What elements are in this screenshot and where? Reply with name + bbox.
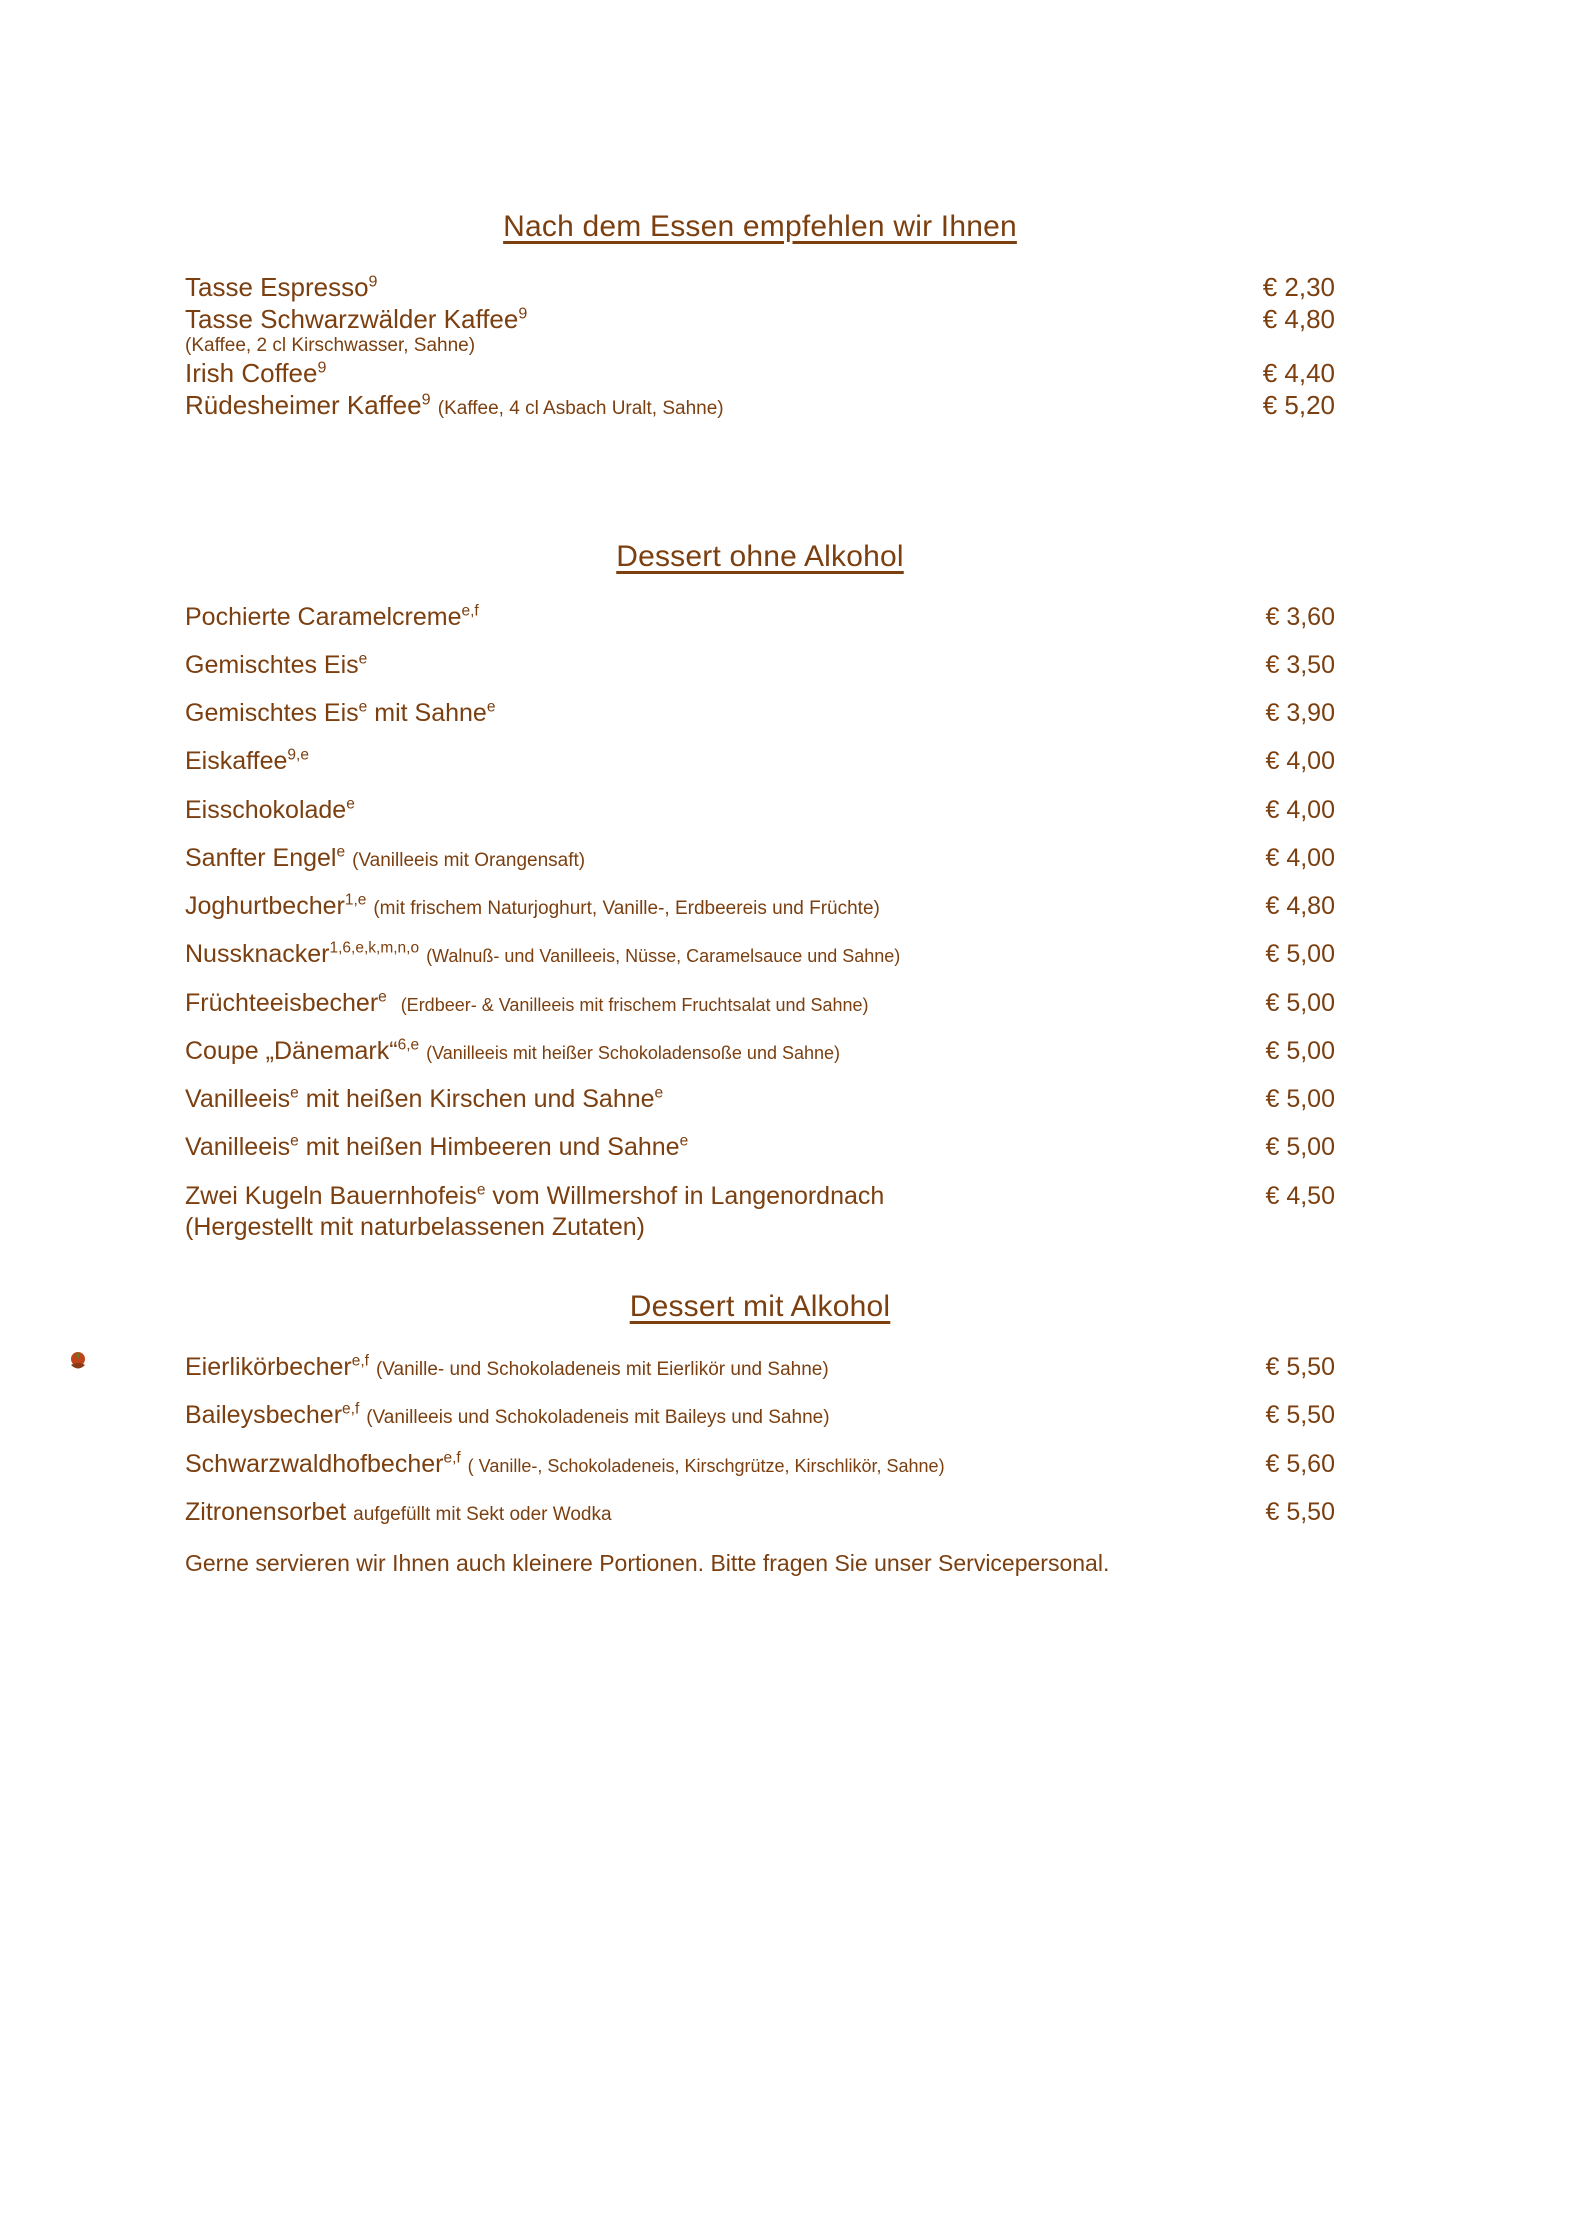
spacer [185, 1260, 1335, 1290]
item-name: Gemischtes Eis$^e$ mit Sahne$^e$ [185, 698, 496, 728]
item-price: € 4,80 [1265, 892, 1335, 921]
item-name: Tasse Schwarzwälder Kaffee$^9$ [185, 303, 528, 334]
menu-row [185, 891, 1335, 922]
item-price: € 4,00 [1265, 795, 1335, 824]
menu-row [185, 795, 1335, 826]
section-dessert-ohne-alkohol [185, 540, 1335, 1244]
spacer [185, 422, 1335, 540]
item-price: € 4,00 [1265, 843, 1335, 872]
menu-row [185, 843, 1335, 874]
item-price: € 3,60 [1265, 602, 1335, 631]
menu-row [185, 1181, 1335, 1244]
allergen-superscript: e,f [342, 1401, 360, 1419]
item-price: € 5,00 [1265, 988, 1335, 1017]
section-dessert-mit-alkohol [185, 1290, 1335, 1577]
allergen-superscript: e [476, 1181, 486, 1199]
allergen-superscript: e [378, 988, 387, 1006]
menu-row [185, 272, 1335, 304]
item-name: Zwei Kugeln Bauernhofeis$^e$ vom Willmershof in Langenordnach (Hergestellt mit naturbelassenen Zutaten) [185, 1181, 1220, 1244]
allergen-superscript: e [358, 698, 368, 716]
item-name: Schwarzwaldhofbecher$^{e,f}$ ( Vanille-, Schokoladeneis, Kirschgrütze, Kirschlikör, Sahne) [185, 1449, 945, 1478]
section-title-dessert-mit-alkohol: Dessert mit Alkohol [629, 1290, 891, 1324]
item-price: € 4,50 [1265, 1181, 1335, 1210]
menu-content [185, 210, 1335, 1577]
menu-row [185, 1132, 1335, 1163]
item-name: Tasse Espresso$^9$ [185, 272, 378, 302]
item-description: aufgefüllt mit Sekt oder Wodka [353, 1503, 612, 1525]
allergen-superscript: e [654, 1084, 664, 1102]
item-price: € 5,60 [1265, 1449, 1335, 1478]
item-name: Vanilleeis$^e$ mit heißen Kirschen und Sahne$^e$ [185, 1084, 664, 1114]
menu-row [185, 358, 1335, 390]
item-note: (Kaffee, 2 cl Kirschwasser, Sahne) [185, 335, 476, 357]
allergen-superscript: e [679, 1133, 689, 1151]
item-price: € 5,00 [1265, 1133, 1335, 1162]
menu-row [185, 746, 1335, 777]
menu-row [185, 602, 1335, 633]
allergen-superscript: 6,e [397, 1036, 420, 1054]
menu-row [185, 390, 1335, 422]
menu-row [185, 988, 1335, 1019]
item-price: € 5,00 [1265, 1085, 1335, 1114]
item-name: Früchteeisbecher$^e$ (Erdbeer- & Vanilleeis mit frischem Fruchtsalat und Sahne) [185, 988, 869, 1017]
item-description: (Vanilleeis mit heißer Schokoladensoße und Sahne) [426, 1042, 841, 1063]
allergen-superscript: 9 [317, 358, 327, 377]
item-description: (Erdbeer- & Vanilleeis mit frischem Fruchtsalat und Sahne) [400, 994, 869, 1015]
allergen-superscript: e,f [461, 602, 479, 620]
item-name: Irish Coffee$^9$ [185, 358, 327, 389]
item-name: Sanfter Engel$^e$ (Vanilleeis mit Orangensaft) [185, 843, 586, 872]
allergen-superscript: e,f [443, 1449, 461, 1467]
item-price: € 4,40 [1262, 358, 1335, 389]
menu-row [185, 1449, 1335, 1480]
allergen-superscript: e [358, 650, 368, 668]
item-subline: (Hergestellt mit naturbelassenen Zutaten) [185, 1212, 645, 1241]
allergen-superscript: 9,e [287, 747, 309, 765]
item-description: (Vanilleeis und Schokoladeneis mit Baileys und Sahne) [366, 1407, 830, 1429]
item-price: € 5,50 [1265, 1401, 1335, 1430]
allergen-superscript: 1,e [344, 891, 367, 909]
allergen-superscript: 9 [368, 272, 378, 291]
item-price: € 4,00 [1265, 747, 1335, 776]
item-name: Joghurtbecher$^{1,e}$ (mit frischem Naturjoghurt, Vanille-, Erdbeereis und Früchte) [185, 891, 880, 921]
item-name: Nussknacker$^{1,6,e,k,m,n,o}$ (Walnuß- und Vanilleeis, Nüsse, Caramelsauce und Sahne) [185, 940, 901, 969]
item-name: Gemischtes Eis$^e$ [185, 650, 368, 679]
menu-row [185, 304, 1335, 336]
menu-row [185, 650, 1335, 681]
item-price: € 3,90 [1265, 699, 1335, 728]
item-name: Coupe „Dänemark“$^{6,e}$ (Vanilleeis mit heißer Schokoladensoße und Sahne) [185, 1036, 841, 1065]
item-name: Rüdesheimer Kaffee$^9$ (Kaffee, 4 cl Asbach Uralt, Sahne) [185, 389, 724, 420]
section-title-coffee: Nach dem Essen empfehlen wir Ihnen [503, 210, 1017, 243]
allergen-superscript: e [486, 698, 496, 716]
item-price: € 5,00 [1265, 940, 1335, 969]
menu-row [185, 939, 1335, 970]
item-price: € 5,20 [1262, 389, 1335, 420]
allergen-superscript: e,f [351, 1352, 369, 1370]
organic-leaf-icon [65, 1348, 91, 1374]
item-price: € 5,50 [1265, 1497, 1335, 1526]
menu-row [185, 1400, 1335, 1431]
allergen-superscript: e [290, 1133, 299, 1151]
menu-row [185, 1084, 1335, 1115]
item-price: € 4,80 [1262, 303, 1335, 334]
item-description: (Vanilleeis mit Orangensaft) [352, 849, 586, 871]
section-coffee [185, 210, 1335, 422]
item-price: € 5,50 [1265, 1353, 1335, 1382]
section-title-dessert-ohne-alkohol: Dessert ohne Alkohol [616, 539, 904, 573]
menu-row [185, 1497, 1335, 1528]
item-name: Vanilleeis$^e$ mit heißen Himbeeren und Sahne$^e$ [185, 1133, 689, 1162]
item-description: (Walnuß- und Vanilleeis, Nüsse, Caramelsauce und Sahne) [426, 946, 901, 967]
footer-note: Gerne servieren wir Ihnen auch kleinere Portionen. Bitte fragen Sie unser Servicepersonal. [185, 1550, 1110, 1577]
item-description: (mit frischem Naturjoghurt, Vanille-, Erdbeereis und Früchte) [373, 898, 880, 920]
menu-row [185, 1352, 1335, 1383]
allergen-superscript: e [336, 843, 346, 861]
item-price: € 3,50 [1265, 650, 1335, 679]
item-name: Pochierte Caramelcreme$^{e,f}$ [185, 602, 479, 631]
menu-row [185, 698, 1335, 729]
item-description: (Kaffee, 4 cl Asbach Uralt, Sahne) [437, 397, 724, 419]
item-price: € 2,30 [1262, 272, 1335, 302]
item-name: Baileysbecher$^{e,f}$ (Vanilleeis und Schokoladeneis mit Baileys und Sahne) [185, 1401, 830, 1430]
item-name: Eierlikörbecher$^{e,f}$ (Vanille- und Schokoladeneis mit Eierlikör und Sahne) [185, 1352, 829, 1382]
allergen-superscript: e [346, 795, 355, 813]
allergen-superscript: e [290, 1084, 299, 1102]
item-description: (Vanille- und Schokoladeneis mit Eierlikör und Sahne) [375, 1359, 829, 1381]
allergen-superscript: 9 [518, 304, 528, 323]
item-description: ( Vanille-, Schokoladeneis, Kirschgrütze, Kirschlikör, Sahne) [467, 1455, 945, 1476]
item-price: € 5,00 [1265, 1036, 1335, 1065]
allergen-superscript: 1,6,e,k,m,n,o [329, 940, 420, 958]
item-name: Eiskaffee$^{9,e}$ [185, 747, 309, 776]
item-name: Eisschokolade$^e$ [185, 795, 355, 824]
allergen-superscript: 9 [421, 390, 431, 409]
menu-row [185, 1036, 1335, 1067]
item-name: Zitronensorbet aufgefüllt mit Sekt oder Wodka [185, 1497, 612, 1526]
